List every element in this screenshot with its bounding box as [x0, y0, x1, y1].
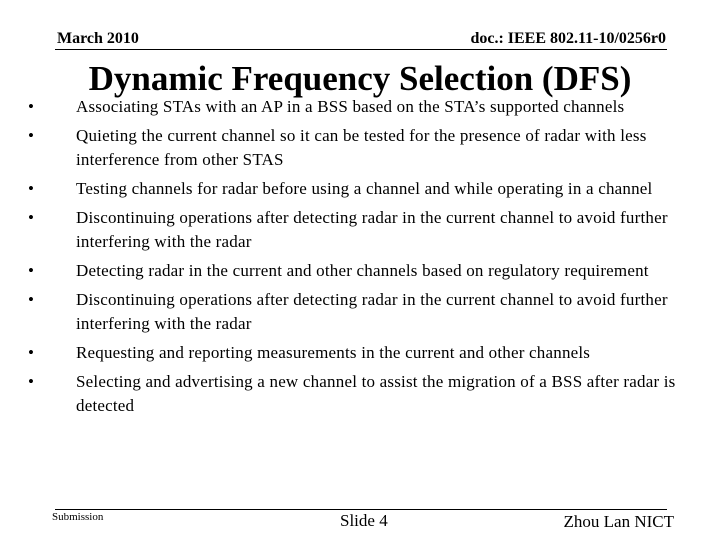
- footer-submission: Submission: [52, 511, 104, 523]
- bullet-text: Testing channels for radar before using a channel and while operating in a channel: [76, 179, 653, 198]
- bullet-text: Associating STAs with an AP in a BSS based on the STA’s supported channels: [76, 97, 625, 116]
- bullet-marker: •: [28, 372, 35, 391]
- bullet-marker: •: [28, 343, 35, 362]
- footer-slide-number: Slide 4: [340, 511, 388, 530]
- bullet-marker: •: [28, 208, 35, 227]
- bullet-item: [28, 370, 698, 418]
- bullet-text: Requesting and reporting measurements in the current and other channels: [76, 343, 591, 362]
- bullet-item: [28, 288, 698, 336]
- bullet-marker: •: [28, 179, 35, 198]
- bullet-item: [28, 341, 698, 365]
- bullet-text: Discontinuing operations after detecting radar in the current channel to avoid further interfering with the radar: [76, 208, 668, 251]
- header-doc-id: doc.: IEEE 802.11-10/0256r0: [470, 30, 666, 47]
- bullet-marker: •: [28, 97, 35, 116]
- bullet-text: Selecting and advertising a new channel to assist the migration of a BSS after radar is detected: [76, 372, 676, 415]
- bullet-text: Discontinuing operations after detecting radar in the current channel to avoid further interfering with the radar: [76, 290, 668, 333]
- bullet-marker: •: [28, 290, 35, 309]
- bullet-marker: •: [28, 261, 35, 280]
- header-divider: [55, 49, 667, 50]
- header-date: March 2010: [57, 30, 139, 47]
- bullet-item: [28, 259, 698, 283]
- slide-title: Dynamic Frequency Selection (DFS): [88, 59, 632, 98]
- bullet-marker: •: [28, 126, 35, 145]
- bullet-text: Detecting radar in the current and other channels based on regulatory requirement: [76, 261, 649, 280]
- bullet-text: Quieting the current channel so it can be tested for the presence of radar with less interference from other STAS: [76, 126, 647, 169]
- bullet-item: [28, 177, 698, 201]
- bullet-item: [28, 124, 698, 172]
- footer-author: Zhou Lan NICT: [563, 512, 674, 531]
- bullet-item: [28, 95, 698, 119]
- footer-divider: [55, 509, 667, 510]
- bullet-item: [28, 206, 698, 254]
- bullet-list: [28, 95, 698, 423]
